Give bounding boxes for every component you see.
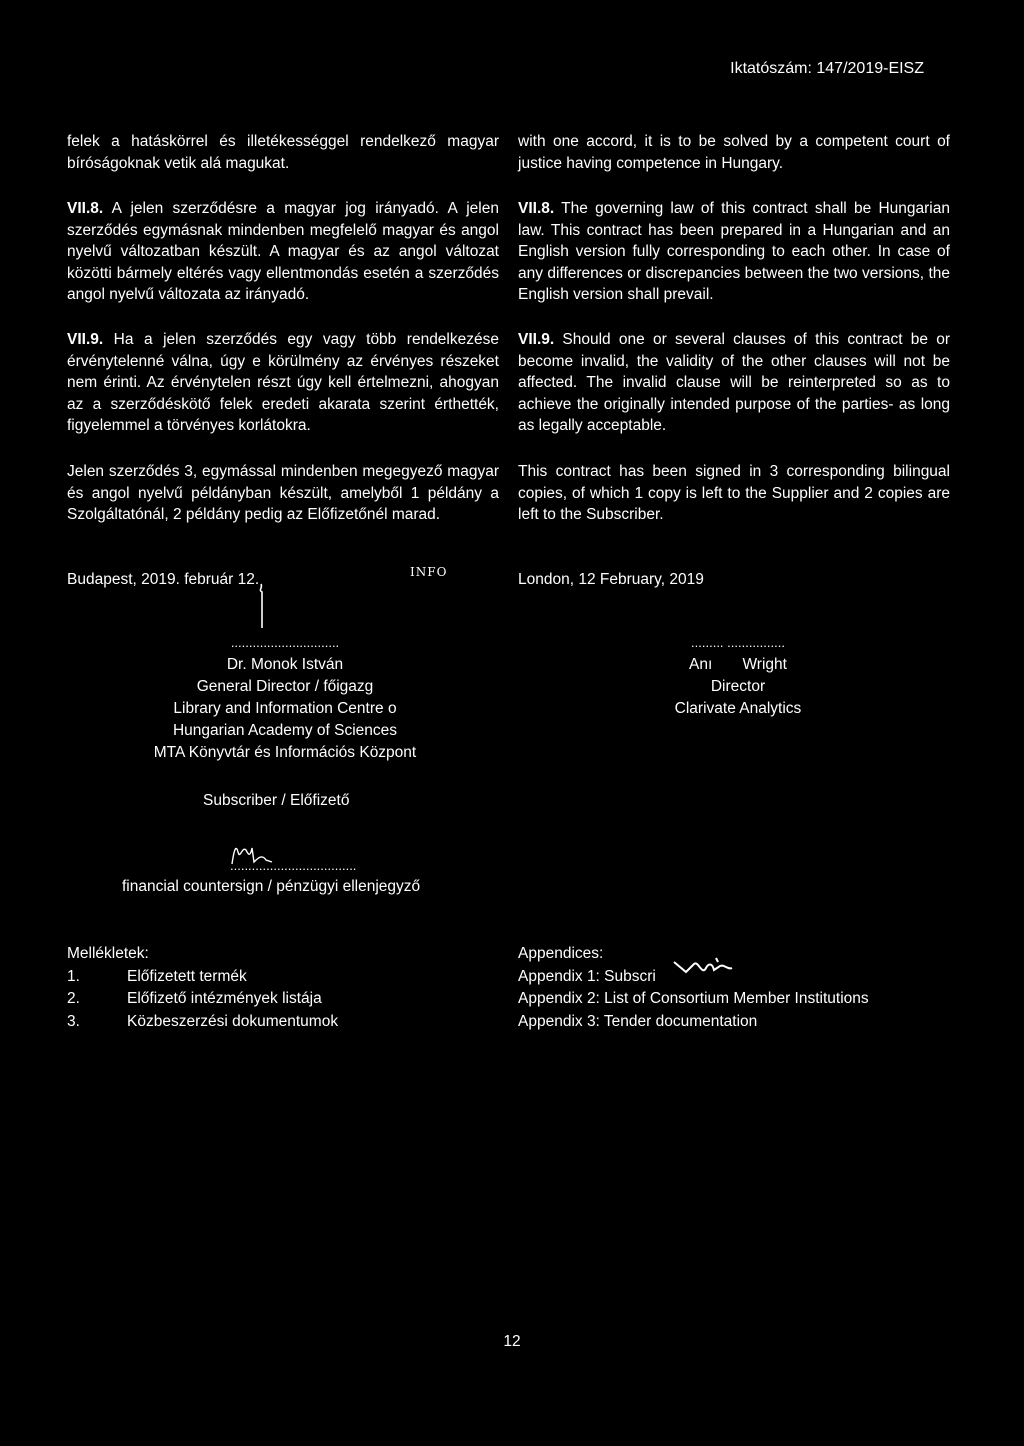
clause-text: The governing law of this contract shall be Hungarian law. This contract has been prepared in a Hungarian and an English version fully corresponding to each other. In case of any differences or discrepancies between the two versions, the English version shall prevail. <box>518 200 950 303</box>
clause-text: A jelen szerződésre a magyar jog irányadó. A jelen szerződés egymásnak mindenben megfelelő magyar és angol nyelvű változatban készült. A magyar és az angol változat közötti bármely eltérés vagy ellentmondás esetén a szerződés angol nyelvű változata az irányadó. <box>67 200 499 303</box>
signature-block-subscriber <box>120 632 450 764</box>
left-clause-vii9 <box>67 329 499 437</box>
pen-stroke-mark <box>255 582 269 630</box>
left-paragraph-jurisdiction: felek a hatáskörrel és illetékességgel rendelkező magyar bíróságoknak vetik alá magukat. <box>67 133 499 172</box>
right-clause-vii8 <box>518 198 950 306</box>
item-number: 1. <box>67 967 80 985</box>
item-label: Appendix 3: Tender documentation <box>518 1012 758 1030</box>
list-item <box>67 988 338 1011</box>
list-item <box>67 966 338 989</box>
stamp-fragment: INFO <box>410 565 448 579</box>
signatory-organization-line2: Hungarian Academy of Sciences <box>172 722 398 739</box>
left-place-date: Budapest, 2019. február 12. <box>67 571 260 588</box>
clause-number: VII.9. <box>518 331 555 348</box>
right-paragraph-jurisdiction: with one accord, it is to be solved by a competent court of justice having competence in Hungary. <box>518 133 950 172</box>
subscriber-label: Subscriber / Előfizető <box>203 792 350 809</box>
signatory-name: Anı Wright <box>689 656 787 673</box>
right-closing-paragraph: This contract has been signed in 3 corresponding bilingual copies, of which 1 copy is left to the Supplier and 2 copies are left to the Subscriber. <box>518 463 950 523</box>
signatory-organization: Clarivate Analytics <box>674 700 802 717</box>
signatory-title: Director <box>710 678 766 695</box>
item-number: 2. <box>67 990 80 1007</box>
signatory-organization: Library and Information Centre o <box>173 700 397 717</box>
attachments-list-hu <box>67 943 338 1033</box>
right-place-date: London, 12 February, 2019 <box>518 571 704 588</box>
clause-text: Ha a jelen szerződés egy vagy több rendelkezése érvénytelenné válna, úgy e körülmény az érvényes részeket nem érinti. Az érvénytelen részt úgy kell értelmezni, ahogyan az a szerződéskötő felek eredeti akarata szerint érthették, figyelemmel a törvényes korlátokra. <box>67 331 499 434</box>
registration-number: Iktatószám: 147/2019-EISZ <box>730 60 924 77</box>
list-item <box>67 1011 338 1034</box>
left-closing-paragraph: Jelen szerződés 3, egymással mindenben megegyező magyar és angol nyelvű példányban készült, amelyből 1 példány a Szolgáltatónál, 2 példány pedig az Előfizetőnél marad. <box>67 463 499 523</box>
signature-line: .............................. <box>230 635 340 650</box>
item-label: Appendix 1: Subscri <box>518 967 656 985</box>
countersign-line: ................................... <box>230 858 357 873</box>
left-clause-vii8 <box>67 198 499 306</box>
signatory-organization-hu: MTA Könyvtár és Információs Központ <box>153 744 417 761</box>
clause-number: VII.8. <box>67 200 104 217</box>
clause-text: Should one or several clauses of this contract be or become invalid, the validity of the other clauses will not be affected. The invalid clause will be reinterpreted so as to achieve the originally intended purpose of the parties- as long as legally acceptable. <box>518 331 950 434</box>
item-label: Appendix 2: List of Consortium Member Institutions <box>518 990 869 1007</box>
attachments-title: Appendices: <box>518 945 604 962</box>
page-number: 12 <box>503 1333 521 1350</box>
item-label: Előfizető intézmények listája <box>127 990 322 1007</box>
countersign-label: financial countersign / pénzügyi ellenjegyző <box>122 878 421 895</box>
signature-block-supplier <box>628 632 848 720</box>
signatory-title: General Director / főigazg <box>196 678 374 695</box>
signatory-name: Dr. Monok István <box>226 656 344 673</box>
clause-number: VII.8. <box>518 200 555 217</box>
list-item <box>518 1011 869 1034</box>
clause-number: VII.9. <box>67 331 104 348</box>
handwritten-scribble <box>672 956 736 988</box>
item-label: Közbeszerzési dokumentumok <box>127 1012 339 1030</box>
signature-line: ......... ................ <box>691 635 785 650</box>
attachments-title: Mellékletek: <box>67 945 149 962</box>
item-label: Előfizetett termék <box>127 967 247 985</box>
list-item <box>518 988 869 1011</box>
right-clause-vii9 <box>518 329 950 437</box>
item-number: 3. <box>67 1012 80 1030</box>
